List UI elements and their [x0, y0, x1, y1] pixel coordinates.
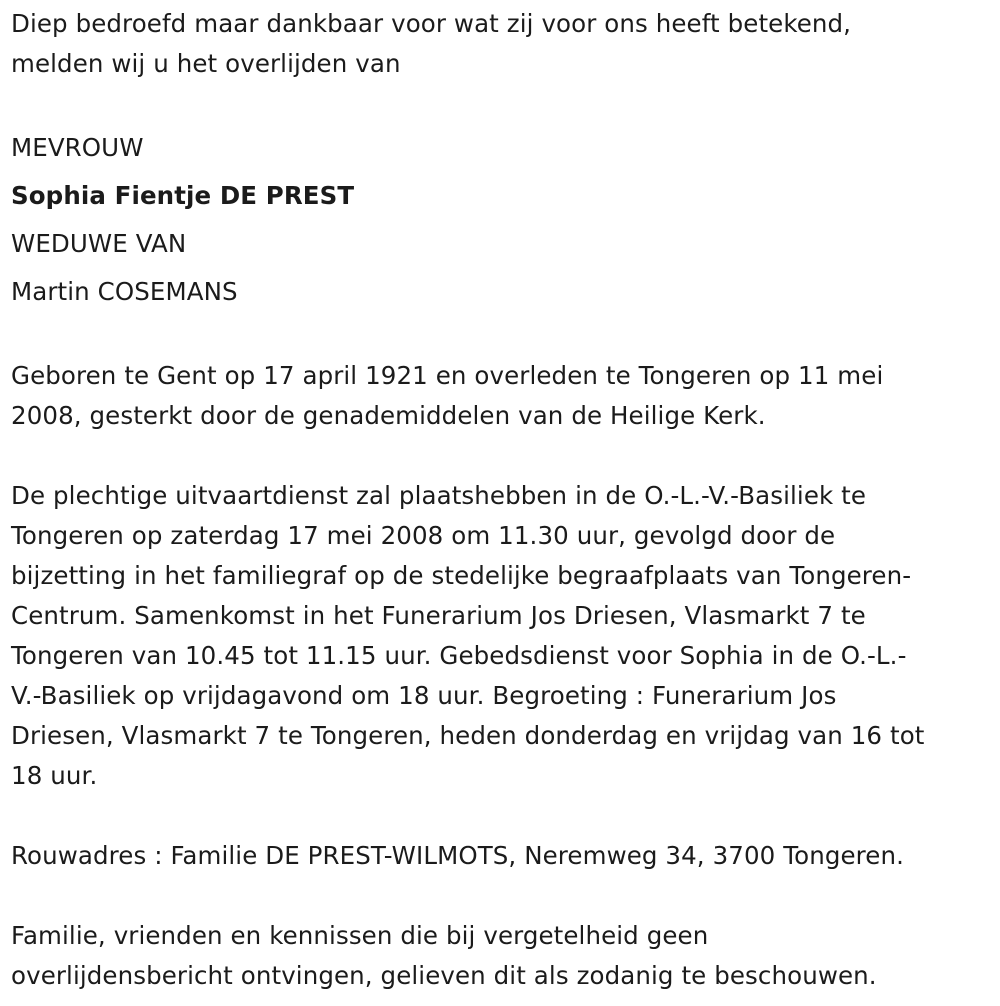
intro-paragraph	[11, 4, 991, 84]
closing-line-2: overlijdensbericht ontvingen, gelieven dit als zodanig te beschouwen.	[11, 961, 877, 990]
address-paragraph	[11, 836, 991, 876]
service-line: bijzetting in het familiegraf op de stedelijke begraafplaats van Tongeren-	[11, 561, 912, 590]
deceased-block	[11, 124, 991, 316]
service-line: De plechtige uitvaartdienst zal plaatshebben in de O.-L.-V.-Basiliek te	[11, 481, 867, 510]
obituary-notice	[11, 4, 991, 996]
spacer	[11, 876, 991, 916]
birth-death-paragraph	[11, 356, 991, 436]
closing-line-1: Familie, vrienden en kennissen die bij vergetelheid geen	[11, 921, 709, 950]
deceased-spouse: Martin COSEMANS	[11, 277, 238, 306]
birth-death-line-2: 2008, gesterkt door de genademiddelen van de Heilige Kerk.	[11, 401, 766, 430]
intro-line-1: Diep bedroefd maar dankbaar voor wat zij voor ons heeft betekend,	[11, 9, 852, 38]
service-line: Driesen, Vlasmarkt 7 te Tongeren, heden donderdag en vrijdag van 16 tot	[11, 721, 925, 750]
birth-death-line-1: Geboren te Gent op 17 april 1921 en overleden te Tongeren op 11 mei	[11, 361, 884, 390]
spacer	[11, 316, 991, 356]
service-line: Tongeren van 10.45 tot 11.15 uur. Gebedsdienst voor Sophia in de O.-L.-	[11, 641, 907, 670]
deceased-relation: WEDUWE VAN	[11, 229, 187, 258]
service-paragraph	[11, 476, 991, 796]
spacer	[11, 436, 991, 476]
spacer	[11, 84, 991, 124]
closing-paragraph	[11, 916, 991, 996]
service-line: Centrum. Samenkomst in het Funerarium Jos Driesen, Vlasmarkt 7 te	[11, 601, 866, 630]
service-line: Tongeren op zaterdag 17 mei 2008 om 11.30 uur, gevolgd door de	[11, 521, 836, 550]
service-line: V.-Basiliek op vrijdagavond om 18 uur. Begroeting : Funerarium Jos	[11, 681, 837, 710]
service-line: 18 uur.	[11, 761, 98, 790]
spacer	[11, 796, 991, 836]
deceased-name: Sophia Fientje DE PREST	[11, 181, 355, 210]
intro-line-2: melden wij u het overlijden van	[11, 49, 401, 78]
mourning-address: Rouwadres : Familie DE PREST-WILMOTS, Neremweg 34, 3700 Tongeren.	[11, 841, 904, 870]
deceased-title: MEVROUW	[11, 133, 144, 162]
